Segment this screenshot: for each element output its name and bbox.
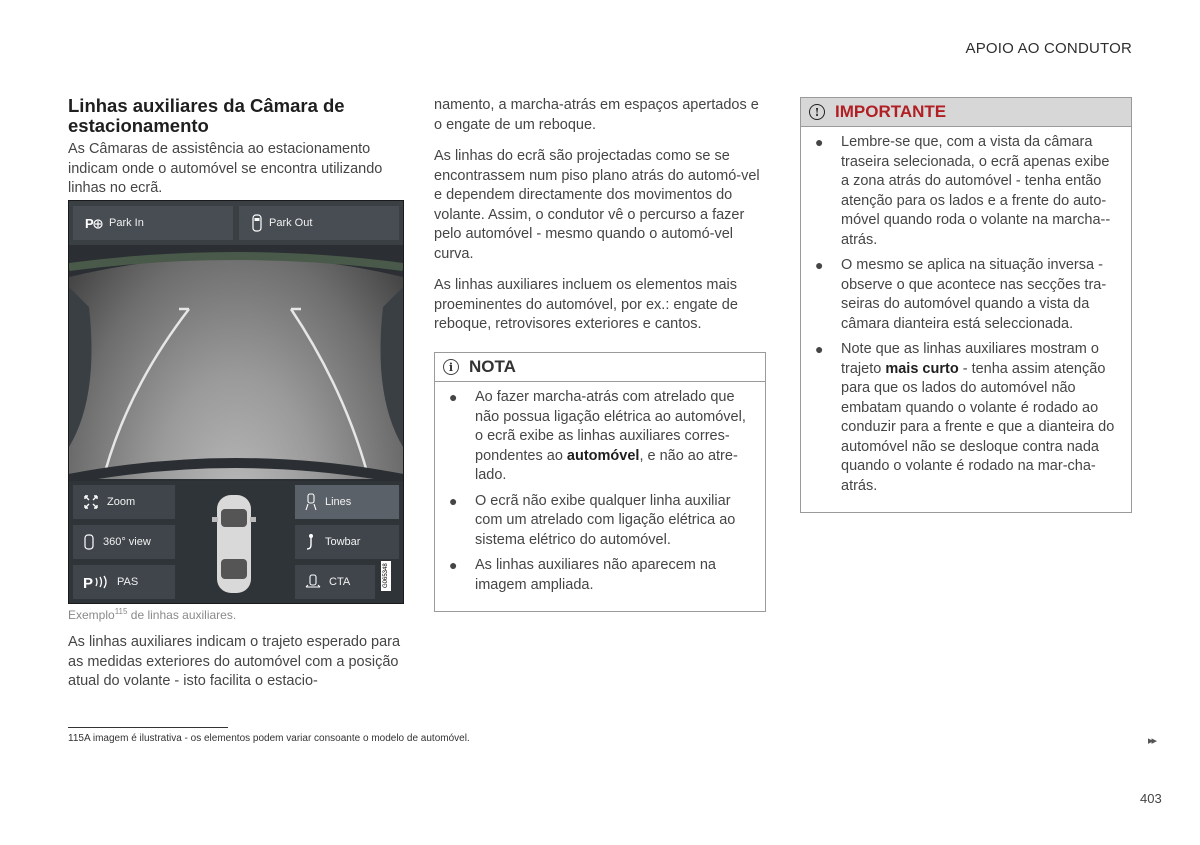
continue-arrow-icon: ▸▸ xyxy=(1148,735,1156,747)
column-left xyxy=(68,96,404,211)
car-top-icon xyxy=(251,214,263,232)
footnote-ref: 115 xyxy=(114,607,128,616)
important-list xyxy=(801,127,1131,512)
footnote: 115A imagem é ilustrativa - os elementos podem variar consoante o modelo de automóvel. xyxy=(68,733,470,744)
car-top-view-icon xyxy=(209,489,259,599)
towbar-button xyxy=(295,525,399,559)
park-out-button xyxy=(239,206,399,240)
zoom-button xyxy=(73,485,175,519)
paragraph-1: namento, a marcha-atrás em espaços apertados e o engate de um reboque. xyxy=(434,97,759,133)
cta-label: CTA xyxy=(329,576,351,588)
list-item: ● As linhas auxiliares não aparecem na imagem ampliada. xyxy=(449,557,716,593)
pas-icon xyxy=(83,574,109,590)
figure-code: G065348 xyxy=(381,561,391,591)
list-item: ● Ao fazer marcha-atrás com atrelado que não possua ligação elétrica ao automóvel, o ecrã exibe as linhas auxiliares corres-pondentes ao automóvel, e não ao atre-lado. xyxy=(449,389,746,483)
park-out-label: Park Out xyxy=(269,217,313,229)
list-item: ● O mesmo se aplica na situação inversa - observe o que acontece nas secções tra-seiras do automóvel quando a vista da câmara dianteira está seleccionada. xyxy=(815,257,1107,332)
camera-guide-lines xyxy=(69,247,403,479)
pas-label: PAS xyxy=(117,576,139,588)
screen-bottom-panel xyxy=(69,481,403,603)
cta-button xyxy=(295,565,375,599)
lines-icon xyxy=(305,493,317,511)
view-360-button xyxy=(73,525,175,559)
cta-icon xyxy=(305,574,321,590)
intro-paragraph: As Câmaras de assistência ao estacionamento indicam onde o automóvel se encontra utilizando linhas no ecrã. xyxy=(68,141,383,196)
screen-top-bar xyxy=(69,201,403,245)
list-item: ● Note que as linhas auxiliares mostram o trajeto mais curto - tenha assim atenção para que os lados do automóvel não embatam quando o volante é rodado ao conduzir para a frente e que a dianteira do automóvel não se desloque contra nada quando o volante é rodado na mar-cha-atrás. xyxy=(815,341,1115,494)
column-middle xyxy=(434,96,766,347)
view-360-label: 360° view xyxy=(103,536,151,548)
page-number: 403 xyxy=(1140,791,1162,806)
list-item: ● Lembre-se que, com a vista da câmara traseira selecionada, o ecrã apenas exibe a zona atrás do automóvel - tenha então atenção para os lados e a frente do auto-móvel quando roda o volante na marcha--atrás. xyxy=(815,134,1111,248)
svg-text:P: P xyxy=(85,216,94,231)
lines-label: Lines xyxy=(325,496,352,508)
chapter-header: APOIO AO CONDUTOR xyxy=(965,40,1132,57)
paragraph-2: As linhas do ecrã são projectadas como se se encontrassem num piso plano atrás do automó-vel e dependem directamente dos movimentos do volante. Assim, o condutor vê o percurso a fazer pelo automóvel - mesmo quando o automó-vel curva. xyxy=(434,148,760,262)
paragraph-after-figure: As linhas auxiliares indicam o trajeto esperado para as medidas exteriores do automóvel com a posição atual do volante - isto facilita o estacio- xyxy=(68,634,401,689)
car-top-icon xyxy=(83,534,95,550)
lines-button xyxy=(295,485,399,519)
important-box xyxy=(800,97,1132,513)
rear-camera-view xyxy=(69,247,403,479)
note-box xyxy=(434,352,766,612)
section-title: Linhas auxiliares da Câmara de estacionamento xyxy=(68,95,345,136)
note-heading: i NOTA xyxy=(435,353,765,382)
list-item: ● O ecrã não exibe qualquer linha auxiliar com um atrelado com ligação elétrica ao sistema elétrico do automóvel. xyxy=(449,492,736,548)
zoom-label: Zoom xyxy=(107,496,136,508)
camera-screen-figure xyxy=(68,200,404,604)
footnote-rule xyxy=(68,727,228,728)
figure-caption: Exemplo$^{115}$ de linhas auxiliares. xyxy=(68,607,237,622)
towbar-label: Towbar xyxy=(325,536,361,548)
park-in-label: Park In xyxy=(109,217,144,229)
note-list xyxy=(435,382,765,611)
info-icon: i xyxy=(443,359,459,375)
park-in-button xyxy=(73,206,233,240)
zoom-icon xyxy=(83,494,99,510)
warning-icon: ! xyxy=(809,104,825,120)
paragraph-3: As linhas auxiliares incluem os elementos mais proeminentes do automóvel, por ex.: engate de reboque, retrovisores exteriores e cantos. xyxy=(434,277,738,332)
towbar-icon xyxy=(305,533,317,551)
park-in-icon xyxy=(85,215,103,231)
svg-text:P: P xyxy=(83,575,94,590)
important-heading: ! IMPORTANTE xyxy=(801,98,1131,127)
pas-button xyxy=(73,565,175,599)
